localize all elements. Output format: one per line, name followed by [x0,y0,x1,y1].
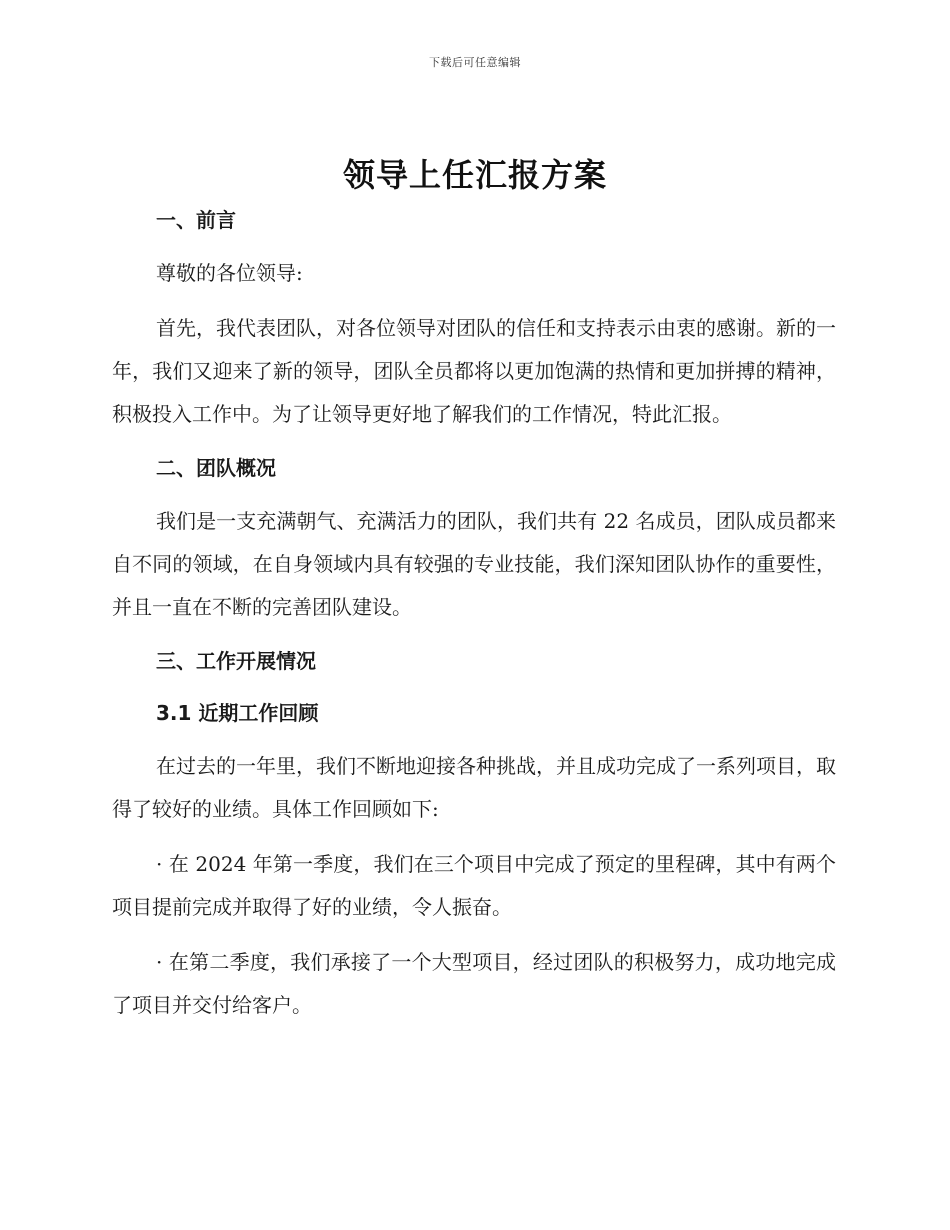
header-note: 下载后可任意编辑 [429,56,521,69]
list-item-q1: · 在 2024 年第一季度，我们在三个项目中完成了预定的里程碑，其中有两个项目提前完成并取得了好的业绩，令人振奋。 [112,852,836,919]
document-body [112,200,836,1027]
subsection-heading-recent-review: 3.1 近期工作回顾 [156,701,319,725]
section-heading-team-overview: 二、团队概况 [156,456,276,480]
paragraph-preface: 首先，我代表团队，对各位领导对团队的信任和支持表示由衷的感谢。新的一年，我们又迎来了新的领导，团队全员都将以更加饱满的热情和更加拼搏的精神，积极投入工作中。为了让领导更好地了解我们的工作情况，特此汇报。 [112,316,836,426]
section-heading-work-progress: 三、工作开展情况 [156,649,316,673]
list-item-q2: · 在第二季度，我们承接了一个大型项目，经过团队的积极努力，成功地完成了项目并交付给客户。 [112,950,836,1017]
document-title: 领导上任汇报方案 [342,156,607,194]
paragraph-salutation: 尊敬的各位领导: [156,261,303,285]
paragraph-recent-review: 在过去的一年里，我们不断地迎接各种挑战，并且成功完成了一系列项目，取得了较好的业绩。具体工作回顾如下: [112,754,836,821]
paragraph-team-overview: 我们是一支充满朝气、充满活力的团队，我们共有 22 名成员，团队成员都来自不同的领域，在自身领域内具有较强的专业技能，我们深知团队协作的重要性，并且一直在不断的完善团队建设。 [112,509,836,619]
section-heading-preface: 一、前言 [156,208,236,232]
